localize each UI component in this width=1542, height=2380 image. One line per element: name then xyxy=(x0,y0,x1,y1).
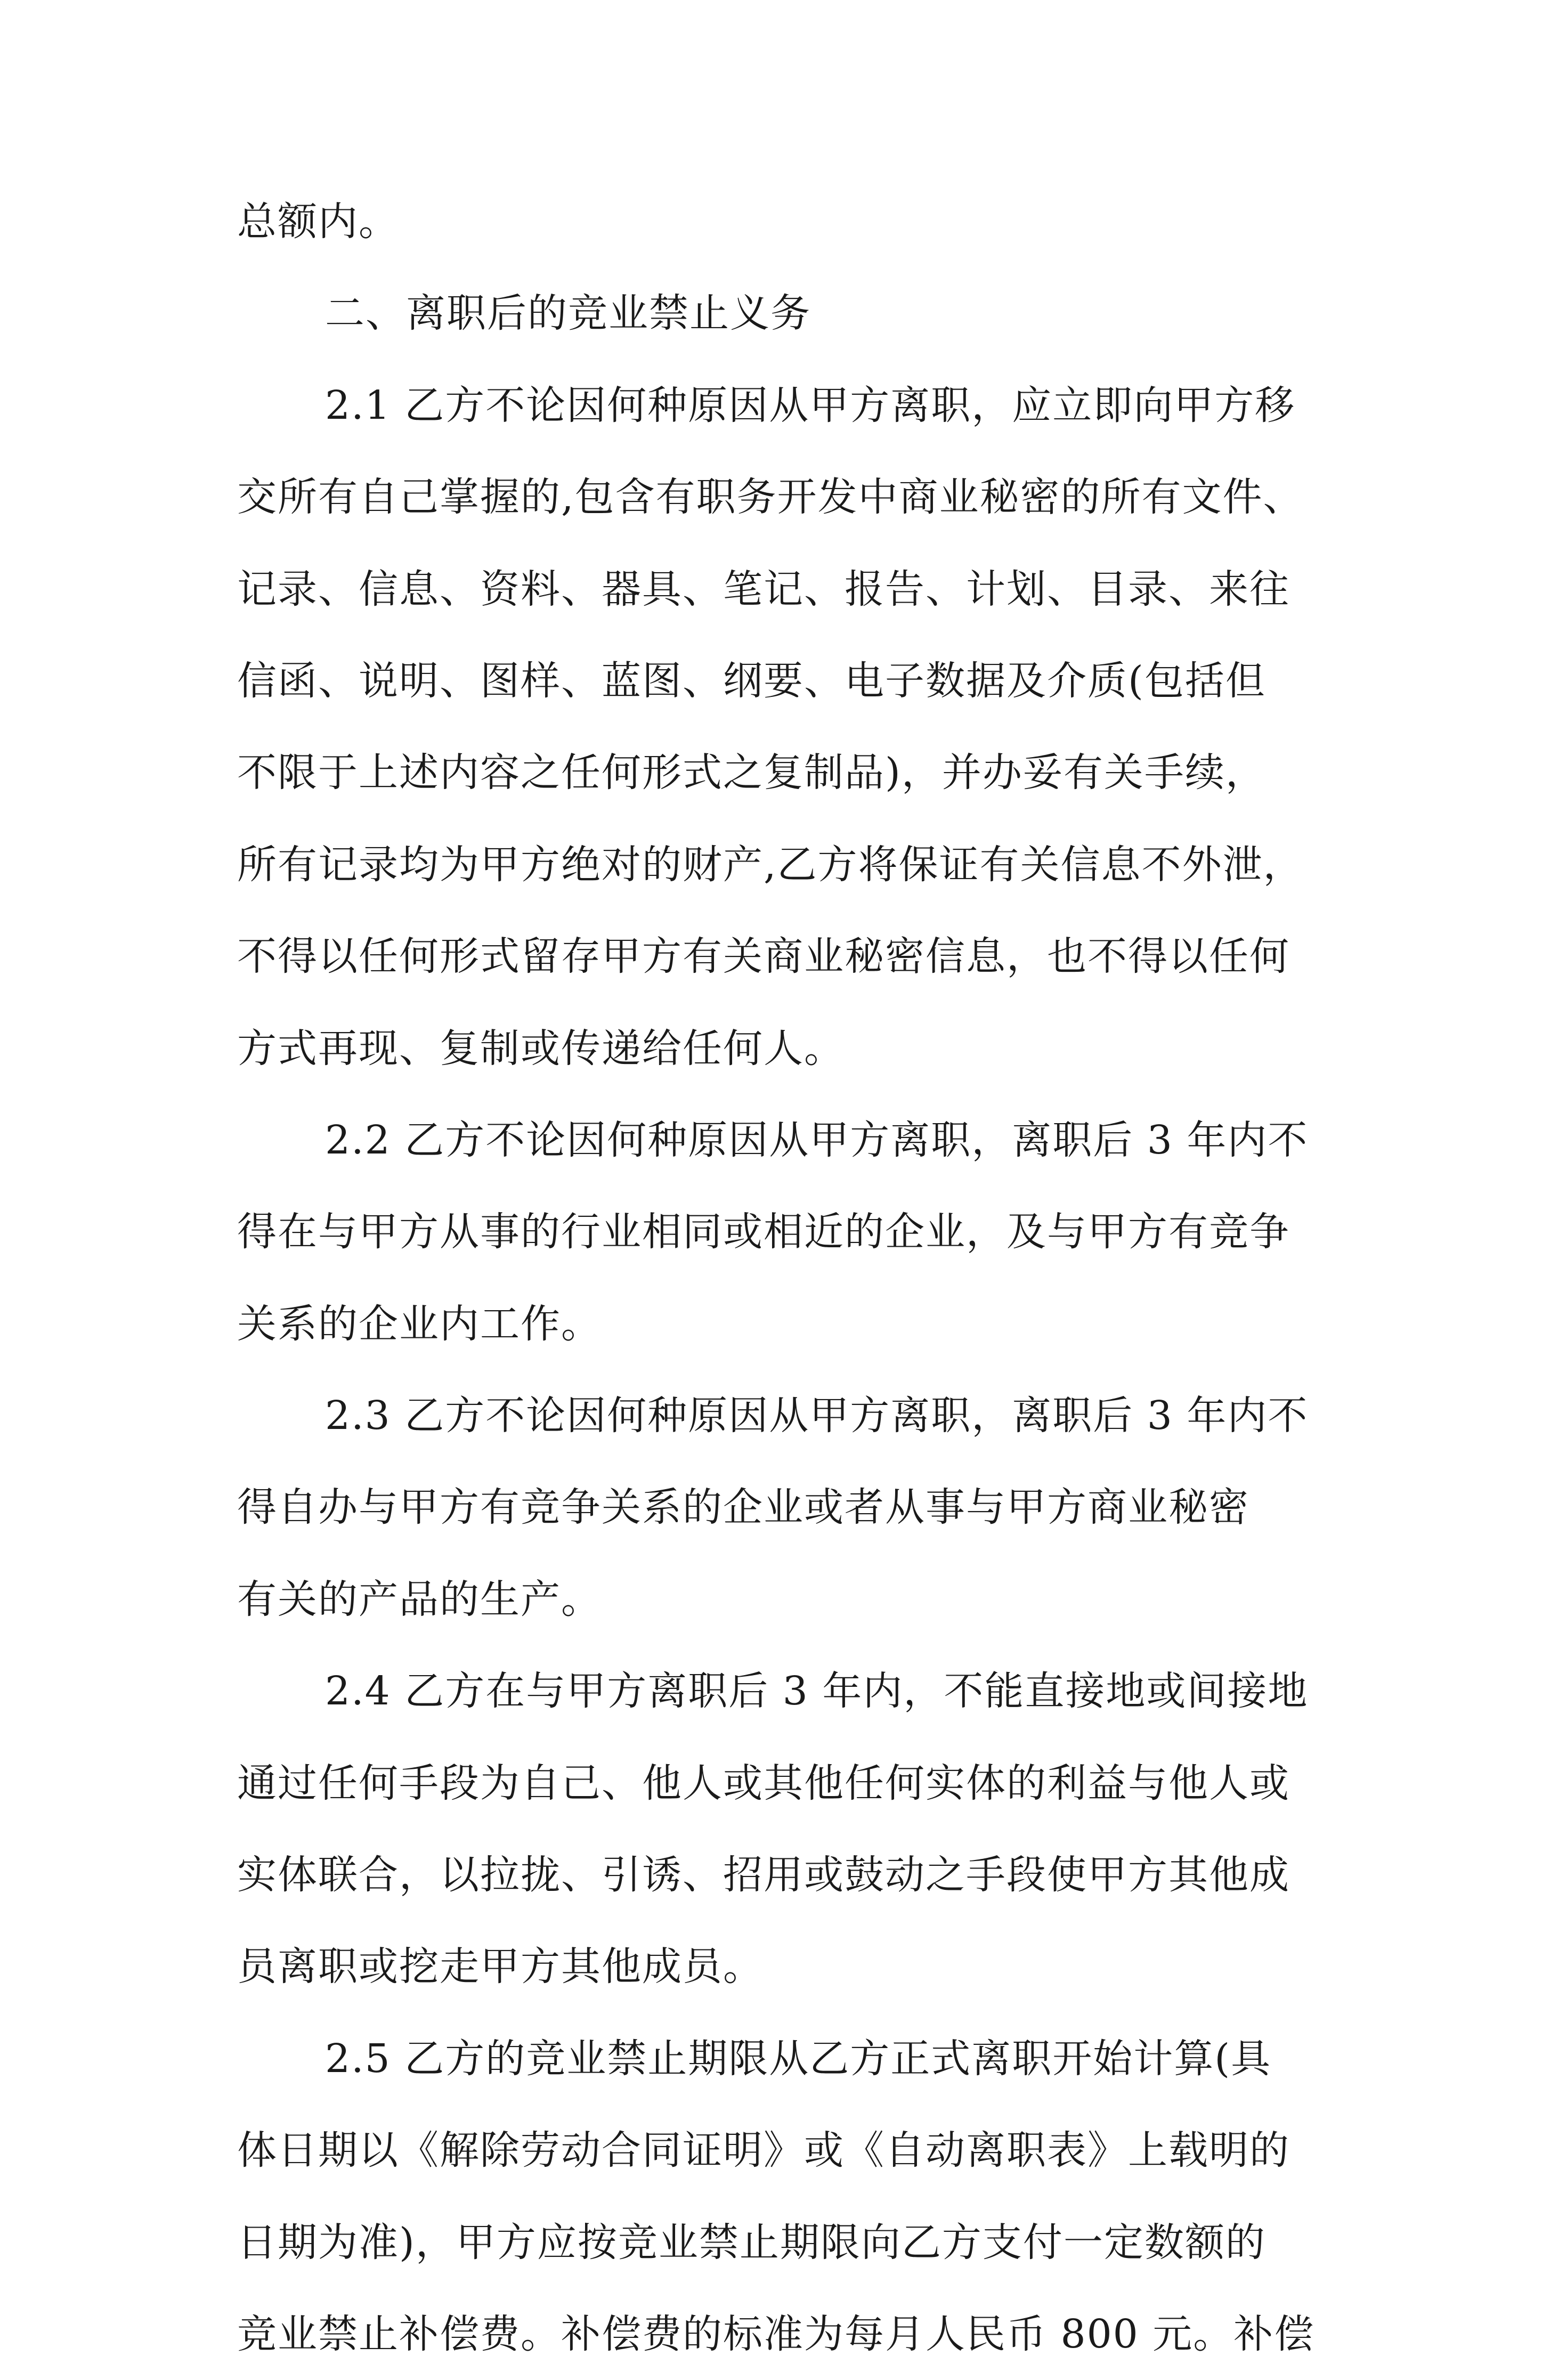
section-heading: 二、离职后的竞业禁止义务 xyxy=(325,290,811,337)
text-line: 关系的企业内工作。 xyxy=(237,1301,602,1347)
text-line: 竞业禁止补偿费。补偿费的标准为每月人民币 800 元。补偿 xyxy=(237,2311,1315,2357)
text-line: 日期为准)，甲方应按竞业禁止期限向乙方支付一定数额的 xyxy=(237,2219,1266,2265)
text-line: 总额内。 xyxy=(237,199,399,245)
clause-2-1-line: 2.1 乙方不论因何种原因从甲方离职，应立即向甲方移 xyxy=(325,382,1296,428)
text-line: 通过任何手段为自己、他人或其他任何实体的利益与他人或 xyxy=(237,1760,1290,1806)
text-line: 体日期以《解除劳动合同证明》或《自动离职表》上载明的 xyxy=(237,2127,1290,2174)
clause-2-2-line: 2.2 乙方不论因何种原因从甲方离职，离职后 3 年内不 xyxy=(325,1117,1309,1163)
text-line: 得在与甲方从事的行业相同或相近的企业，及与甲方有竞争 xyxy=(237,1209,1290,1255)
clause-2-3-line: 2.3 乙方不论因何种原因从甲方离职，离职后 3 年内不 xyxy=(325,1393,1309,1439)
text-line: 有关的产品的生产。 xyxy=(237,1576,602,1622)
text-line: 交所有自己掌握的,包含有职务开发中商业秘密的所有文件、 xyxy=(237,474,1304,521)
clause-2-5-line: 2.5 乙方的竞业禁止期限从乙方正式离职开始计算(具 xyxy=(325,2035,1272,2082)
text-line: 所有记录均为甲方绝对的财产,乙方将保证有关信息不外泄， xyxy=(237,841,1304,888)
text-line: 方式再现、复制或传递给任何人。 xyxy=(237,1025,845,1071)
text-line: 得自办与甲方有竞争关系的企业或者从事与甲方商业秘密 xyxy=(237,1484,1249,1531)
text-line: 记录、信息、资料、器具、笔记、报告、计划、目录、来往 xyxy=(237,566,1290,612)
text-line: 信函、说明、图样、蓝图、纲要、电子数据及介质(包括但 xyxy=(237,657,1266,704)
text-line: 实体联合，以拉拢、引诱、招用或鼓动之手段使甲方其他成 xyxy=(237,1852,1290,1898)
text-line: 不限于上述内容之任何形式之复制品)，并办妥有关手续， xyxy=(237,750,1266,796)
text-line: 不得以任何形式留存甲方有关商业秘密信息，也不得以任何 xyxy=(237,933,1290,980)
clause-2-4-line: 2.4 乙方在与甲方离职后 3 年内，不能直接地或间接地 xyxy=(325,1668,1309,1715)
text-line: 员离职或挖走甲方其他成员。 xyxy=(237,1944,764,1990)
document-page xyxy=(237,176,1315,2380)
